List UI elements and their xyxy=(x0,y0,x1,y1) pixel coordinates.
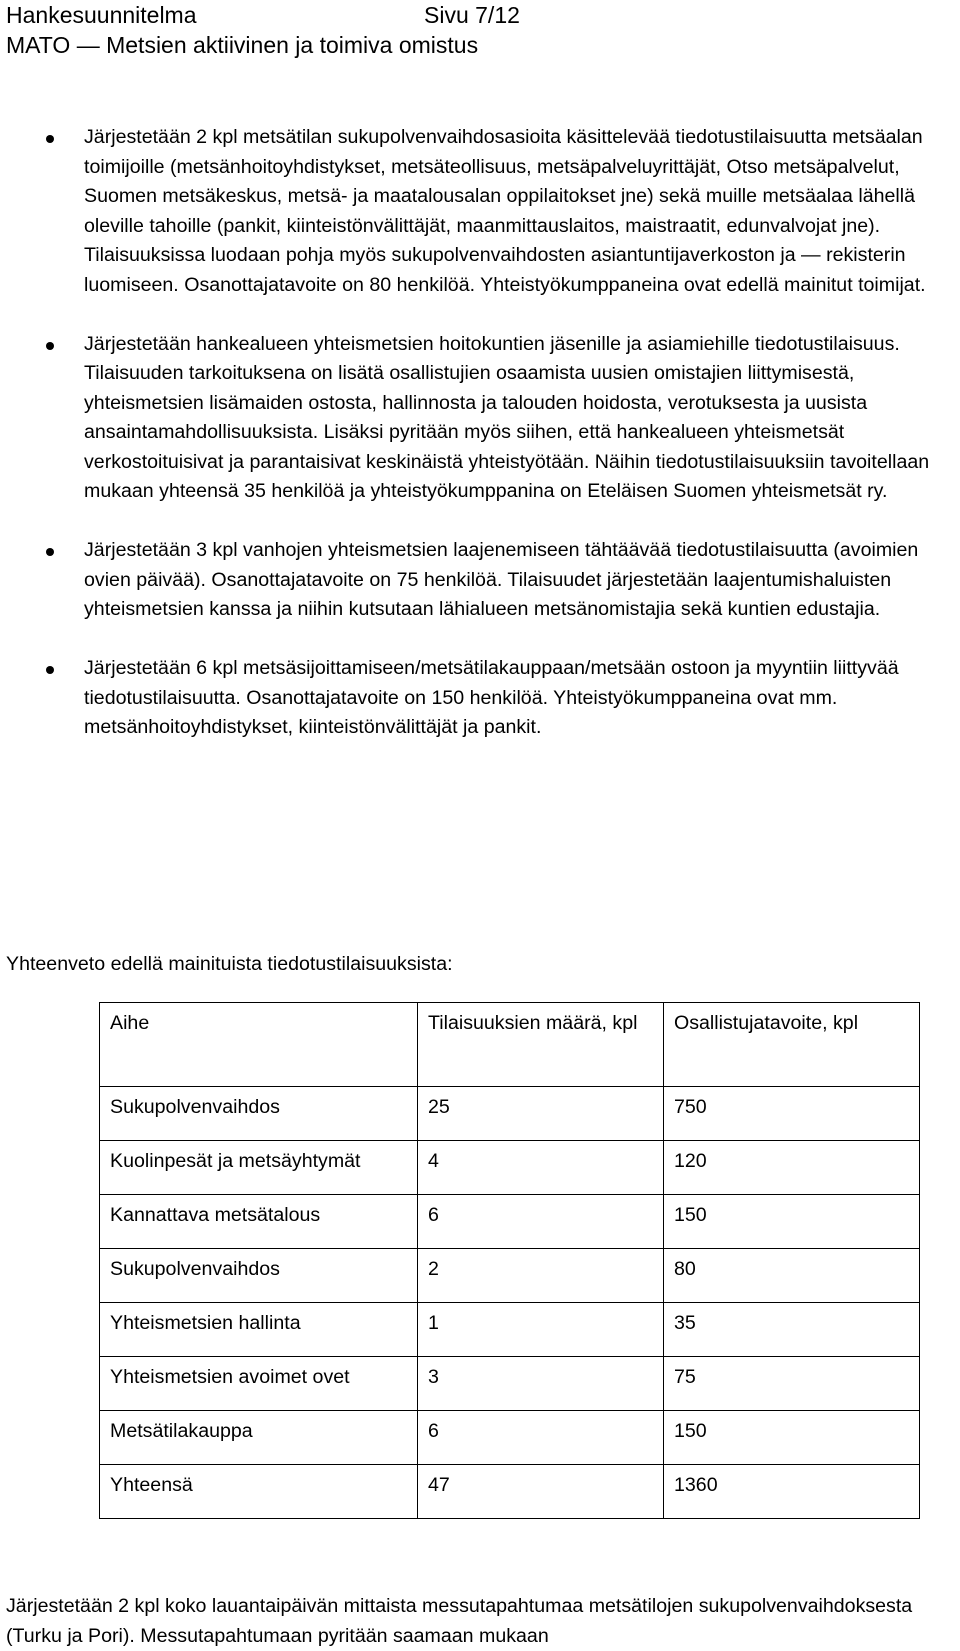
table-cell: Kuolinpesät ja metsäyhtymät xyxy=(100,1141,418,1195)
table-cell: 150 xyxy=(664,1411,920,1465)
table-cell: 47 xyxy=(418,1465,664,1519)
table-cell: 1360 xyxy=(664,1465,920,1519)
bullet-list xyxy=(46,123,946,772)
bullet-dot-icon xyxy=(46,666,54,674)
bullet-dot-icon xyxy=(46,548,54,556)
table-cell: 2 xyxy=(418,1249,664,1303)
table-row xyxy=(100,1087,920,1141)
table-row xyxy=(100,1249,920,1303)
table-cell: 150 xyxy=(664,1195,920,1249)
table-cell: 6 xyxy=(418,1411,664,1465)
table-cell: Yhteismetsien hallinta xyxy=(100,1303,418,1357)
header-row xyxy=(6,0,520,30)
table-cell: Yhteismetsien avoimet ovet xyxy=(100,1357,418,1411)
table-cell: Metsätilakauppa xyxy=(100,1411,418,1465)
table-cell: Sukupolvenvaihdos xyxy=(100,1087,418,1141)
bullet-text: Järjestetään 3 kpl vanhojen yhteismetsien laajenemiseen tähtäävää tiedotustilaisuutta (avoimien ovien päivää). Osanottajatavoite on 75 henkilöä. Tilaisuudet järjestetään laajentumishaluisten yhteismetsien kanssa ja niihin kutsutaan lähialueen metsänomistajia sekä kuntien edustajia. xyxy=(84,539,919,620)
bullet-item xyxy=(46,330,946,507)
table-cell: 75 xyxy=(664,1357,920,1411)
table-cell: 4 xyxy=(418,1141,664,1195)
closing-paragraph: Järjestetään 2 kpl koko lauantaipäivän mittaista messutapahtumaa metsätilojen sukupolvenvaihdoksesta (Turku ja Pori). Messutapahtumaan pyritään saamaan mukaan xyxy=(6,1595,913,1647)
table-cell: 6 xyxy=(418,1195,664,1249)
bullet-item xyxy=(46,536,946,625)
table-cell: 750 xyxy=(664,1087,920,1141)
bullet-item xyxy=(46,654,946,743)
bullet-text: Järjestetään hankealueen yhteismetsien hoitokuntien jäsenille ja asiamiehille tiedotustilaisuus. Tilaisuuden tarkoituksena on lisätä osallistujien osaamista uusien omistajien liittymisestä, yhteismetsien lisämaiden ostosta, hallinnosta ja talouden hoidosta, verotuksesta ja uusista ansaintamahdollisuuksista. Lisäksi pyritään myös siihen, että hankealueen yhteismetsät verkostoituisivat ja parantaisivat keskinäistä yhteistyötään. Näihin tiedotustilaisuuksiin tavoitellaan mukaan yhteensä 35 henkilöä ja yhteistyökumppanina on Eteläisen Suomen yhteismetsät ry. xyxy=(84,332,930,502)
table-row xyxy=(100,1357,920,1411)
table-cell: Sukupolvenvaihdos xyxy=(100,1249,418,1303)
summary-intro: Yhteenveto edellä mainituista tiedotustilaisuuksista: xyxy=(6,953,453,975)
bullet-dot-icon xyxy=(46,135,54,143)
page-header xyxy=(6,0,520,60)
table-cell: Kannattava metsätalous xyxy=(100,1195,418,1249)
bullet-dot-icon xyxy=(46,342,54,350)
column-header: Aihe xyxy=(100,1003,418,1087)
table-cell: 35 xyxy=(664,1303,920,1357)
table-cell: 3 xyxy=(418,1357,664,1411)
table-row xyxy=(100,1141,920,1195)
table-cell: 80 xyxy=(664,1249,920,1303)
table-row-total xyxy=(100,1465,920,1519)
table-cell: Yhteensä xyxy=(100,1465,418,1519)
bullet-text: Järjestetään 6 kpl metsäsijoittamiseen/metsätilakauppaan/metsään ostoon ja myyntiin liittyvää tiedotustilaisuutta. Osanottajatavoite on 150 henkilöä. Yhteistyökumppaneina ovat mm. metsänhoitoyhdistykset, kiinteistönvälittäjät ja pankit. xyxy=(84,657,899,738)
column-header: Osallistujatavoite, kpl xyxy=(664,1003,920,1087)
document-title: Hankesuunnitelma xyxy=(6,2,197,28)
page-number: Sivu 7/12 xyxy=(424,2,520,28)
project-title: MATO — Metsien aktiivinen ja toimiva omistus xyxy=(6,32,479,58)
summary-table xyxy=(99,1002,920,1519)
table-cell: 25 xyxy=(418,1087,664,1141)
bullet-item xyxy=(46,123,946,300)
column-header: Tilaisuuksien määrä, kpl xyxy=(418,1003,664,1087)
table-cell: 1 xyxy=(418,1303,664,1357)
table-row xyxy=(100,1411,920,1465)
table-header-row xyxy=(100,1003,920,1087)
table-row xyxy=(100,1303,920,1357)
table-row xyxy=(100,1195,920,1249)
table-cell: 120 xyxy=(664,1141,920,1195)
bullet-text: Järjestetään 2 kpl metsätilan sukupolvenvaihdosasioita käsittelevää tiedotustilaisuutta metsäalan toimijoille (metsänhoitoyhdistykset, metsäteollisuus, metsäpalveluyrittäjät, Otso metsäpalvelut, Suomen metsäkeskus, metsä- ja maatalousalan oppilaitokset jne) sekä muille metsäalaa lähellä oleville tahoille (pankit, kiinteistönvälittäjät, maanmittauslaitos, maistraatit, edunvalvojat jne). Tilaisuuksissa luodaan pohja myös sukupolvenvaihdosten asiantuntijaverkoston ja — rekisterin luomiseen. Osanottajatavoite on 80 henkilöä. Yhteistyökumppaneina ovat edellä mainitut toimijat. xyxy=(84,126,926,296)
